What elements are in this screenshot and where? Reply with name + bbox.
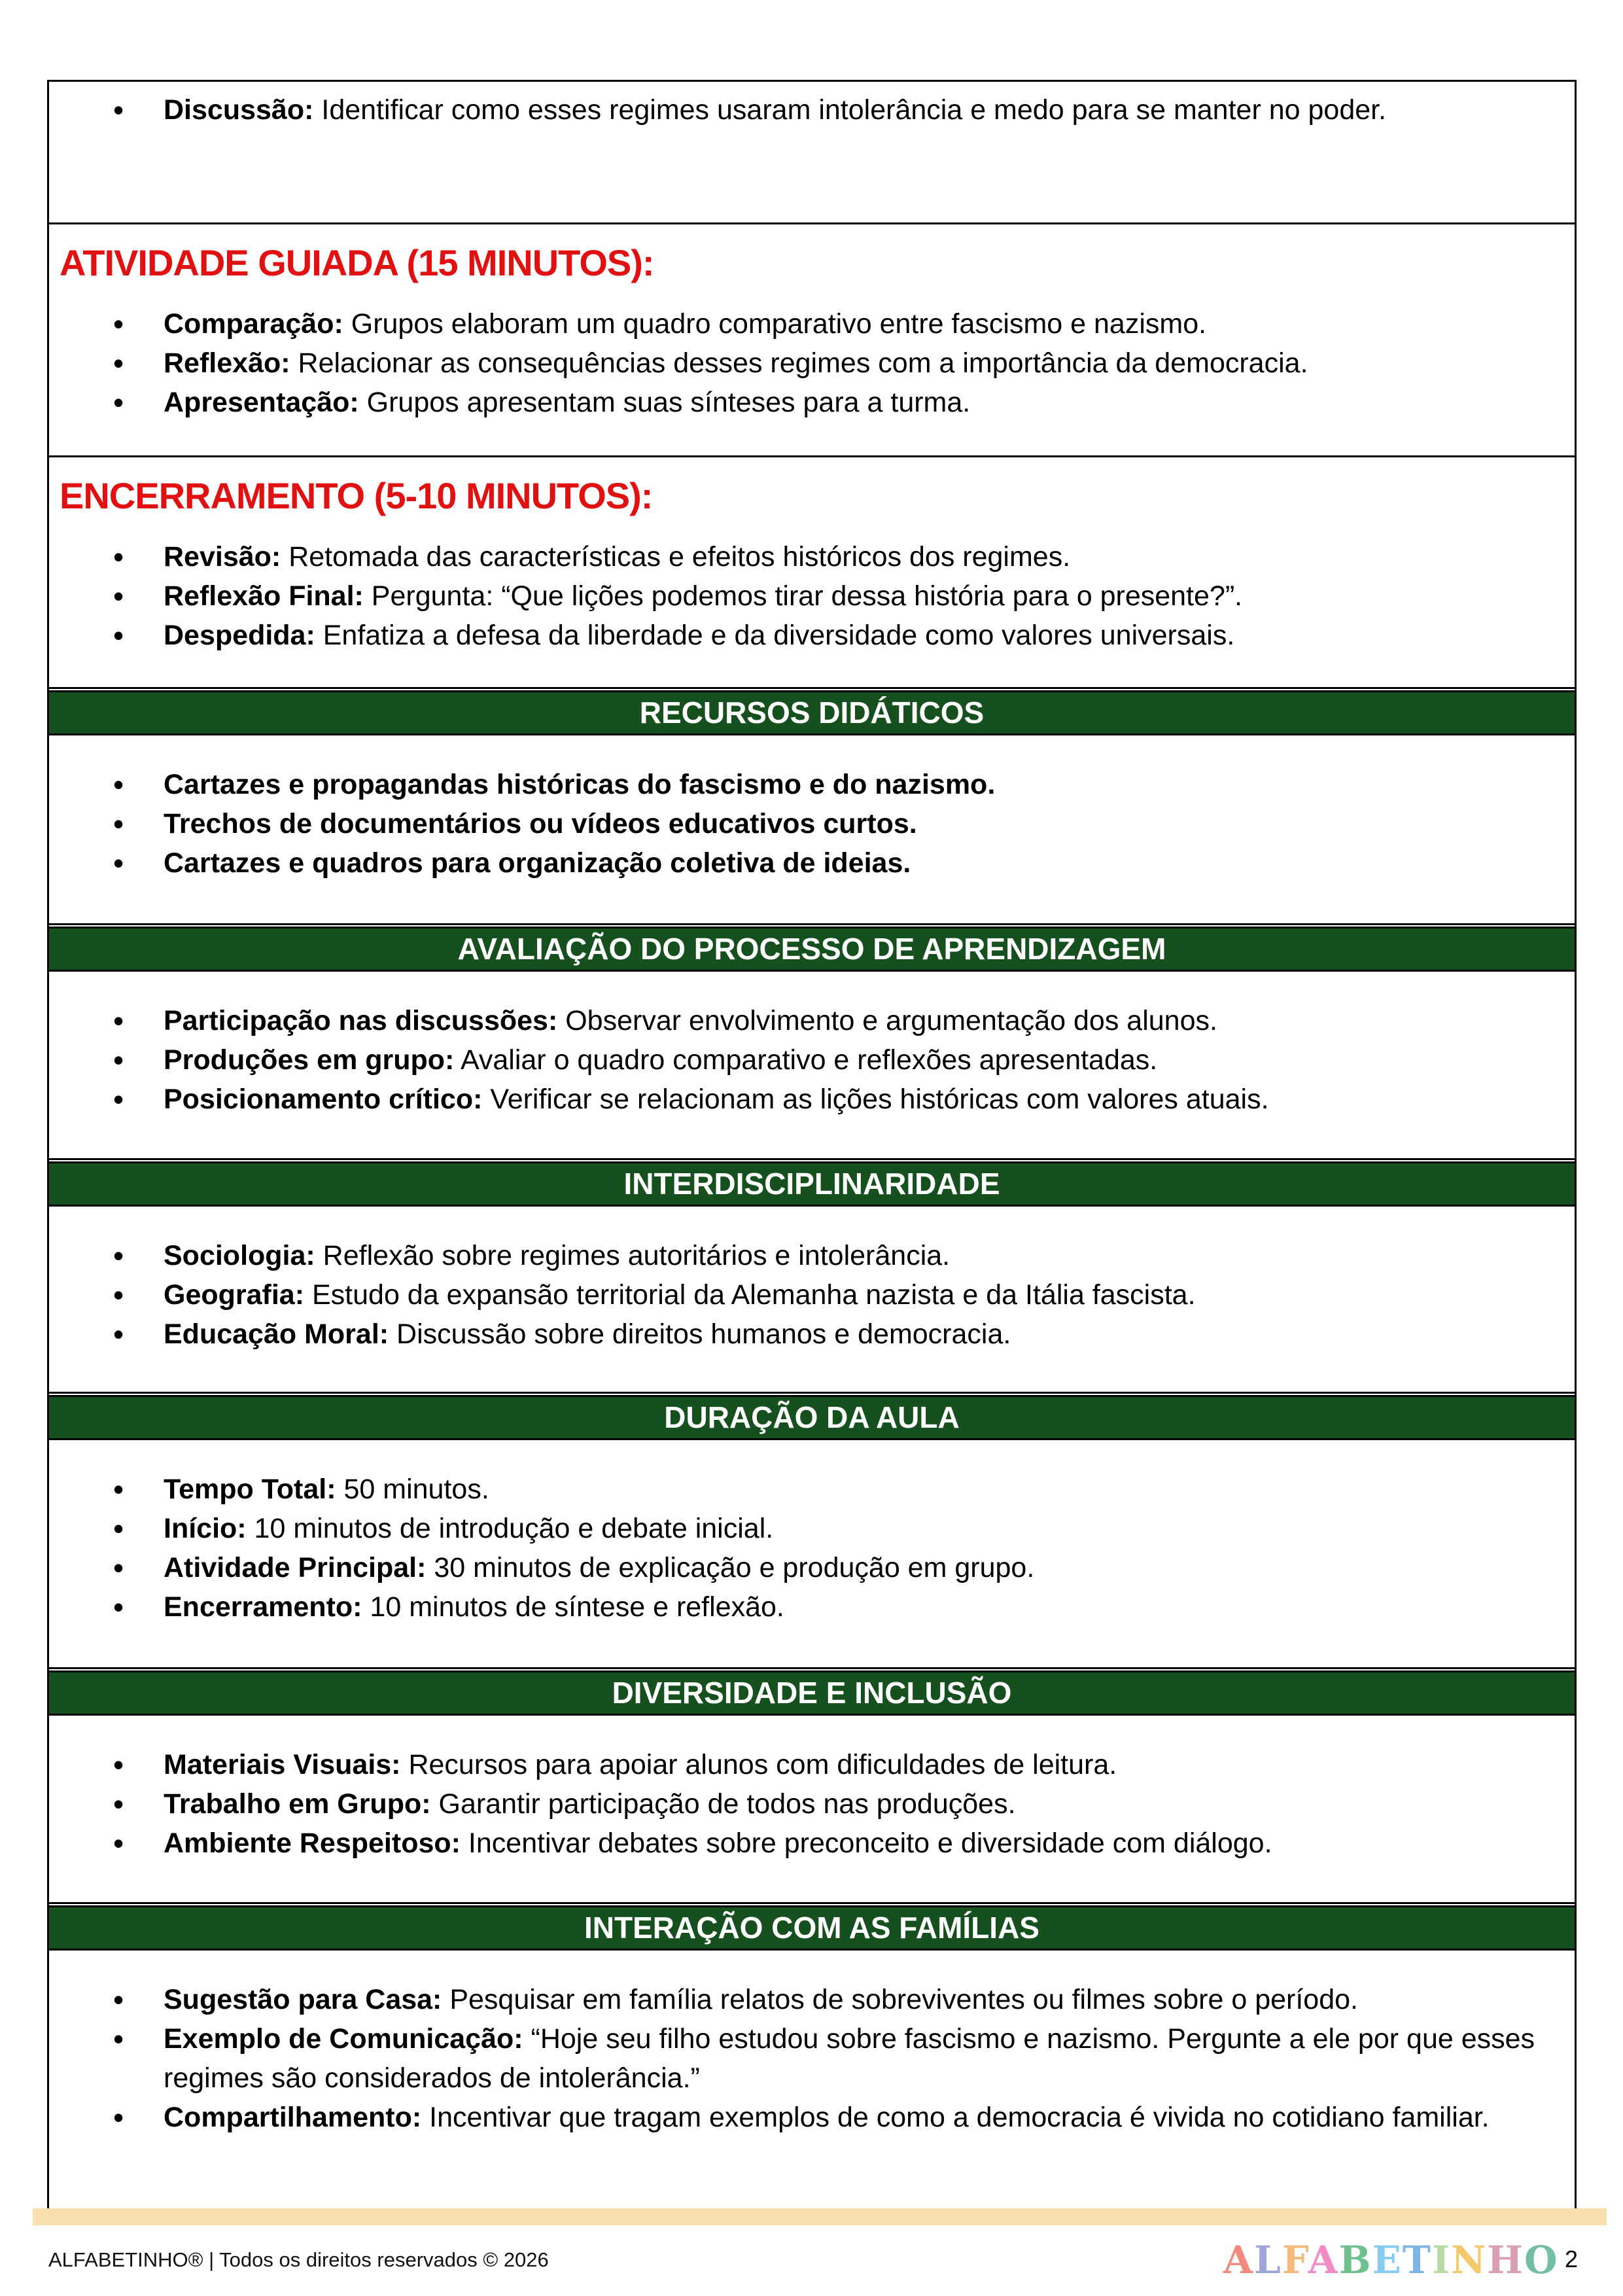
banner-diversidade-inclusao: DIVERSIDADE E INCLUSÃO	[49, 1670, 1575, 1716]
item-text: “Hoje seu filho estudou sobre fascismo e nazismo. Pergunte a ele por que esses regimes são considerados de intolerância.”	[164, 2023, 1535, 2094]
section-box-encerramento	[49, 474, 1575, 689]
list-item	[49, 576, 1535, 616]
list-item	[49, 383, 1535, 422]
item-label: Produções em grupo:	[164, 1044, 455, 1076]
item-label: Discussão:	[164, 94, 314, 126]
lesson-plan-table	[47, 80, 1577, 2221]
banner-interacao-familias: INTERAÇÃO COM AS FAMÍLIAS	[49, 1905, 1575, 1951]
list-item	[49, 1315, 1535, 1354]
item-text: Grupos apresentam suas sínteses para a turma.	[358, 387, 971, 418]
section-box-interdisciplinaridade	[49, 1236, 1575, 1394]
banner-avaliacao: AVALIAÇÃO DO PROCESSO DE APRENDIZAGEM	[49, 927, 1575, 972]
list-item	[49, 344, 1535, 383]
brand-logo-alfabetinho	[1223, 2238, 1559, 2282]
item-text: Observar envolvimento e argumentação dos alunos.	[557, 1005, 1217, 1036]
list-item	[49, 616, 1535, 655]
brand-letter: N	[1451, 2238, 1488, 2282]
item-label: Apresentação:	[164, 387, 359, 418]
item-text: Pergunta: “Que lições podemos tirar dessa história para o presente?”.	[363, 580, 1243, 612]
bullet-list	[49, 1745, 1535, 1863]
list-item	[49, 2098, 1535, 2137]
item-text: 10 minutos de introdução e debate inicial.	[246, 1513, 774, 1544]
brand-letter: T	[1402, 2238, 1433, 2282]
bullet-list	[49, 537, 1535, 655]
banner-recursos-didaticos: RECURSOS DIDÁTICOS	[49, 690, 1575, 735]
item-label: Geografia:	[164, 1279, 305, 1311]
item-label: Posicionamento crítico:	[164, 1084, 483, 1115]
section-box-duracao-da-aula	[49, 1470, 1575, 1669]
item-text: Relacionar as consequências desses regimes com a importância da democracia.	[290, 347, 1308, 379]
item-label: Encerramento:	[164, 1591, 362, 1623]
footer-copyright: ALFABETINHO® | Todos os direitos reservados © 2026	[48, 2248, 549, 2271]
item-label: Reflexão:	[164, 347, 290, 379]
item-text: Recursos para apoiar alunos com dificuldades de leitura.	[400, 1749, 1117, 1780]
list-item	[49, 843, 1535, 883]
item-label: Trechos de documentários ou vídeos educativos curtos.	[164, 808, 917, 839]
list-item	[49, 1001, 1535, 1040]
list-item	[49, 1275, 1535, 1315]
list-item	[49, 1236, 1535, 1275]
item-text: Grupos elaboram um quadro comparativo entre fascismo e nazismo.	[343, 308, 1207, 340]
item-text: 50 minutos.	[336, 1474, 489, 1505]
list-item	[49, 804, 1535, 843]
section-box-avaliacao	[49, 1001, 1575, 1160]
list-item	[49, 90, 1535, 130]
item-label: Sociologia:	[164, 1240, 315, 1271]
item-label: Tempo Total:	[164, 1474, 336, 1505]
item-label: Cartazes e quadros para organização coletiva de ideias.	[164, 847, 911, 879]
list-item	[49, 1548, 1535, 1587]
section-box-diversidade-inclusao	[49, 1745, 1575, 1904]
section-box-atividade-guiada	[49, 241, 1575, 457]
list-item	[49, 1587, 1535, 1627]
list-item	[49, 1980, 1535, 2019]
list-item	[49, 1470, 1535, 1509]
brand-letter: H	[1487, 2238, 1524, 2282]
brand-letter: O	[1524, 2238, 1559, 2282]
item-label: Materiais Visuais:	[164, 1749, 401, 1780]
item-label: Exemplo de Comunicação:	[164, 2023, 523, 2055]
brand-letter: B	[1338, 2238, 1372, 2282]
item-label: Sugestão para Casa:	[164, 1984, 442, 2015]
item-text: Avaliar o quadro comparativo e reflexões apresentadas.	[454, 1044, 1158, 1076]
bullet-list	[49, 1001, 1535, 1119]
bullet-list	[49, 1470, 1535, 1627]
list-item	[49, 1784, 1535, 1824]
page-number: 2	[1565, 2246, 1579, 2272]
footer-divider-bar	[33, 2208, 1607, 2225]
list-item	[49, 1080, 1535, 1119]
item-label: Compartilhamento:	[164, 2102, 422, 2133]
brand-letter: E	[1372, 2238, 1403, 2282]
item-text: Enfatiza a defesa da liberdade e da diversidade como valores universais.	[315, 620, 1235, 651]
list-item	[49, 537, 1535, 576]
item-text: Verificar se relacionam as lições históricas com valores atuais.	[482, 1084, 1269, 1115]
item-text: Retomada das características e efeitos históricos dos regimes.	[281, 541, 1071, 573]
red-section-heading: ATIVIDADE GUIADA (15 MINUTOS):	[60, 242, 654, 283]
bullet-list	[49, 765, 1535, 883]
banner-duracao-da-aula: DURAÇÃO DA AULA	[49, 1395, 1575, 1440]
item-label: Reflexão Final:	[164, 580, 364, 612]
item-text: Discussão sobre direitos humanos e democracia.	[389, 1318, 1011, 1350]
item-text: Garantir participação de todos nas produções.	[430, 1788, 1016, 1820]
item-text: 30 minutos de explicação e produção em grupo.	[426, 1552, 1035, 1583]
item-text: Pesquisar em família relatos de sobreviventes ou filmes sobre o período.	[442, 1984, 1358, 2015]
item-text: Reflexão sobre regimes autoritários e intolerância.	[315, 1240, 951, 1271]
item-label: Revisão:	[164, 541, 281, 573]
list-item	[49, 1509, 1535, 1548]
brand-letter: I	[1432, 2238, 1452, 2282]
item-label: Cartazes e propagandas históricas do fascismo e do nazismo.	[164, 769, 996, 800]
bullet-list	[49, 304, 1535, 422]
brand-letter: A	[1308, 2238, 1339, 2282]
bullet-list	[49, 1236, 1535, 1354]
section-box-introduction-continued	[49, 90, 1575, 224]
item-text: Identificar como esses regimes usaram intolerância e medo para se manter no poder.	[313, 94, 1387, 126]
item-label: Ambiente Respeitoso:	[164, 1828, 461, 1859]
item-label: Participação nas discussões:	[164, 1005, 558, 1036]
red-section-heading: ENCERRAMENTO (5-10 MINUTOS):	[60, 475, 653, 516]
list-item	[49, 1040, 1535, 1080]
list-item	[49, 765, 1535, 804]
item-text: Estudo da expansão territorial da Alemanha nazista e da Itália fascista.	[304, 1279, 1196, 1311]
brand-letter: A	[1223, 2238, 1255, 2282]
item-label: Início:	[164, 1513, 247, 1544]
item-label: Trabalho em Grupo:	[164, 1788, 431, 1820]
item-label: Comparação:	[164, 308, 343, 340]
item-text: Incentivar debates sobre preconceito e diversidade com diálogo.	[460, 1828, 1272, 1859]
bullet-list	[49, 90, 1535, 130]
section-box-recursos-didaticos	[49, 765, 1575, 925]
brand-letter: F	[1282, 2238, 1308, 2282]
bullet-list	[49, 1980, 1535, 2137]
item-text: 10 minutos de síntese e reflexão.	[362, 1591, 784, 1623]
list-item	[49, 304, 1535, 344]
banner-interdisciplinaridade: INTERDISCIPLINARIDADE	[49, 1161, 1575, 1207]
list-item	[49, 1824, 1535, 1863]
list-item	[49, 2019, 1535, 2098]
list-item	[49, 1745, 1535, 1784]
item-label: Despedida:	[164, 620, 315, 651]
item-text: Incentivar que tragam exemplos de como a democracia é vivida no cotidiano familiar.	[421, 2102, 1490, 2133]
section-box-interacao-familias	[49, 1980, 1575, 2221]
item-label: Educação Moral:	[164, 1318, 389, 1350]
brand-letter: L	[1254, 2238, 1282, 2282]
item-label: Atividade Principal:	[164, 1552, 427, 1583]
